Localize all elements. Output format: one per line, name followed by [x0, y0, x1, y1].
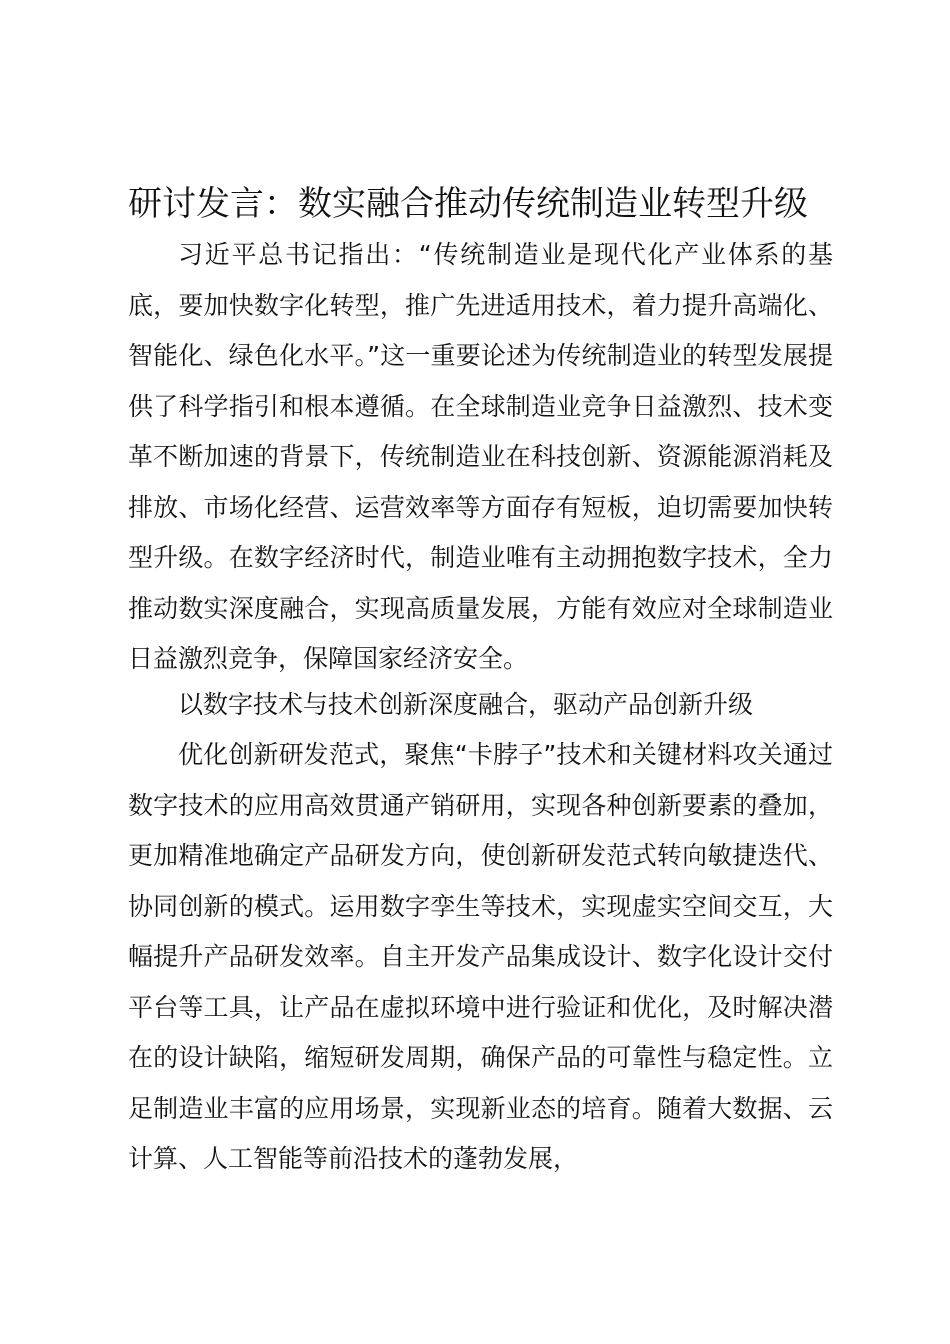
- section-heading: 以数字技术与技术创新深度融合，驱动产品创新升级: [178, 690, 754, 719]
- paragraph-intro: 习近平总书记指出：“传统制造业是现代化产业体系的基底，要加快数字化转型，推广先进适用技术，着力提升高端化、智能化、绿色化水平。”这一重要论述为传统制造业的转型发展提供了科学指引和根本遵循。在全球制造业竞争日益激烈、技术变革不断加速的背景下，传统制造业在科技创新、资源能源消耗及排放、市场化经营、运营效率等方面存有短板，迫切需要加快转型升级。在数字经济时代，制造业唯有主动拥抱数字技术，全力推动数实深度融合，实现高质量发展，方能有效应对全球制造业日益激烈竞争，保障国家经济安全。: [128, 240, 833, 673]
- document-title: 研讨发言：数实融合推动传统制造业转型升级: [128, 184, 808, 224]
- paragraph-body: 优化创新研发范式，聚焦“卡脖子”技术和关键材料攻关通过数字技术的应用高效贯通产销研用，实现各种创新要素的叠加，更加精准地确定产品研发方向，使创新研发范式转向敏捷迭代、协同创新的模式。运用数字孪生等技术，实现虚实空间交互，大幅提升产品研发效率。自主开发产品集成设计、数字化设计交付平台等工具，让产品在虚拟环境中进行验证和优化，及时解决潜在的设计缺陷，缩短研发周期，确保产品的可靠性与稳定性。立足制造业丰富的应用场景，实现新业态的培育。随着大数据、云计算、人工智能等前沿技术的蓬勃发展，: [128, 740, 833, 1173]
